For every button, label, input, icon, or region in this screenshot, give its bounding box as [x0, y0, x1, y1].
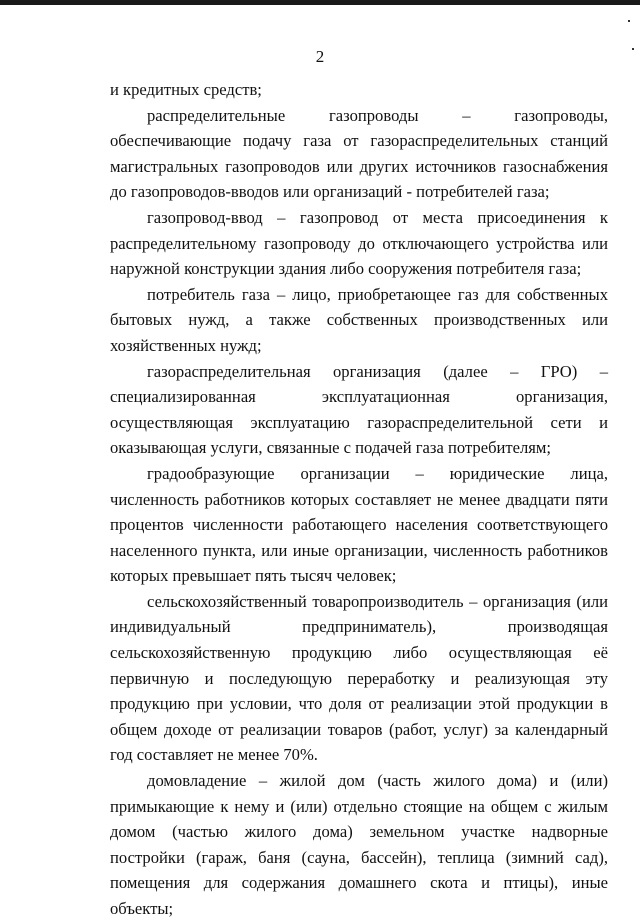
paragraph-city-forming-organizations: градообразующие организации – юридические лица, численность работников которых составляет не менее двадцати пяти процентов численности работающего населения соответствующего населенного пункта, или иные организации, численность работников которых превышает пять тысяч человек;	[110, 463, 608, 586]
top-border-rule	[0, 0, 640, 5]
paragraph-gas-consumer: потребитель газа – лицо, приобретающее газ для собственных бытовых нужд, а также собственных производственных или хозяйственных нужд;	[110, 284, 608, 355]
paragraph-agricultural-producer: сельскохозяйственный товаропроизводитель – организация (или индивидуальный предприниматель), производящая сельскохозяйственную продукцию либо осуществляющая её первичную и последующую переработку и реализующая эту продукцию при условии, что доля от реализации этой продукции в общем доходе от реализации товаров (работ, услуг) за календарный год составляет не менее 70%.	[110, 591, 608, 765]
document-body	[110, 77, 608, 922]
paragraph-household: домовладение – жилой дом (часть жилого дома) и (или) примыкающие к нему и (или) отдельно стоящие на общем с жилым домом (частью жилого дома) земельном участке надворные постройки (гараж, баня (сауна, бассейн), теплица (зимний сад), помещения для содержания домашнего скота и птицы), иные объекты;	[110, 771, 608, 918]
paragraph-gro: газораспределительная организация (далее – ГРО) – специализированная эксплуатационная организация, осуществляющая эксплуатацию газораспределительной сети и оказывающая услуги, связанные с подачей газа потребителям;	[110, 361, 608, 458]
paragraph-gas-inlet: газопровод-ввод – газопровод от места присоединения к распределительному газопроводу до отключающего устройства или наружной конструкции здания либо сооружения потребителя газа;	[110, 207, 608, 279]
paragraph-distribution-pipelines: распределительные газопроводы – газопроводы, обеспечивающие подачу газа от газораспределительных станций магистральных газопроводов или других источников газоснабжения до газопроводов-вводов или организаций - потребителей газа;	[110, 105, 608, 202]
paragraph-continuation: и кредитных средств;	[110, 80, 262, 99]
scan-speck	[628, 20, 630, 22]
page-number: 2	[315, 47, 325, 66]
